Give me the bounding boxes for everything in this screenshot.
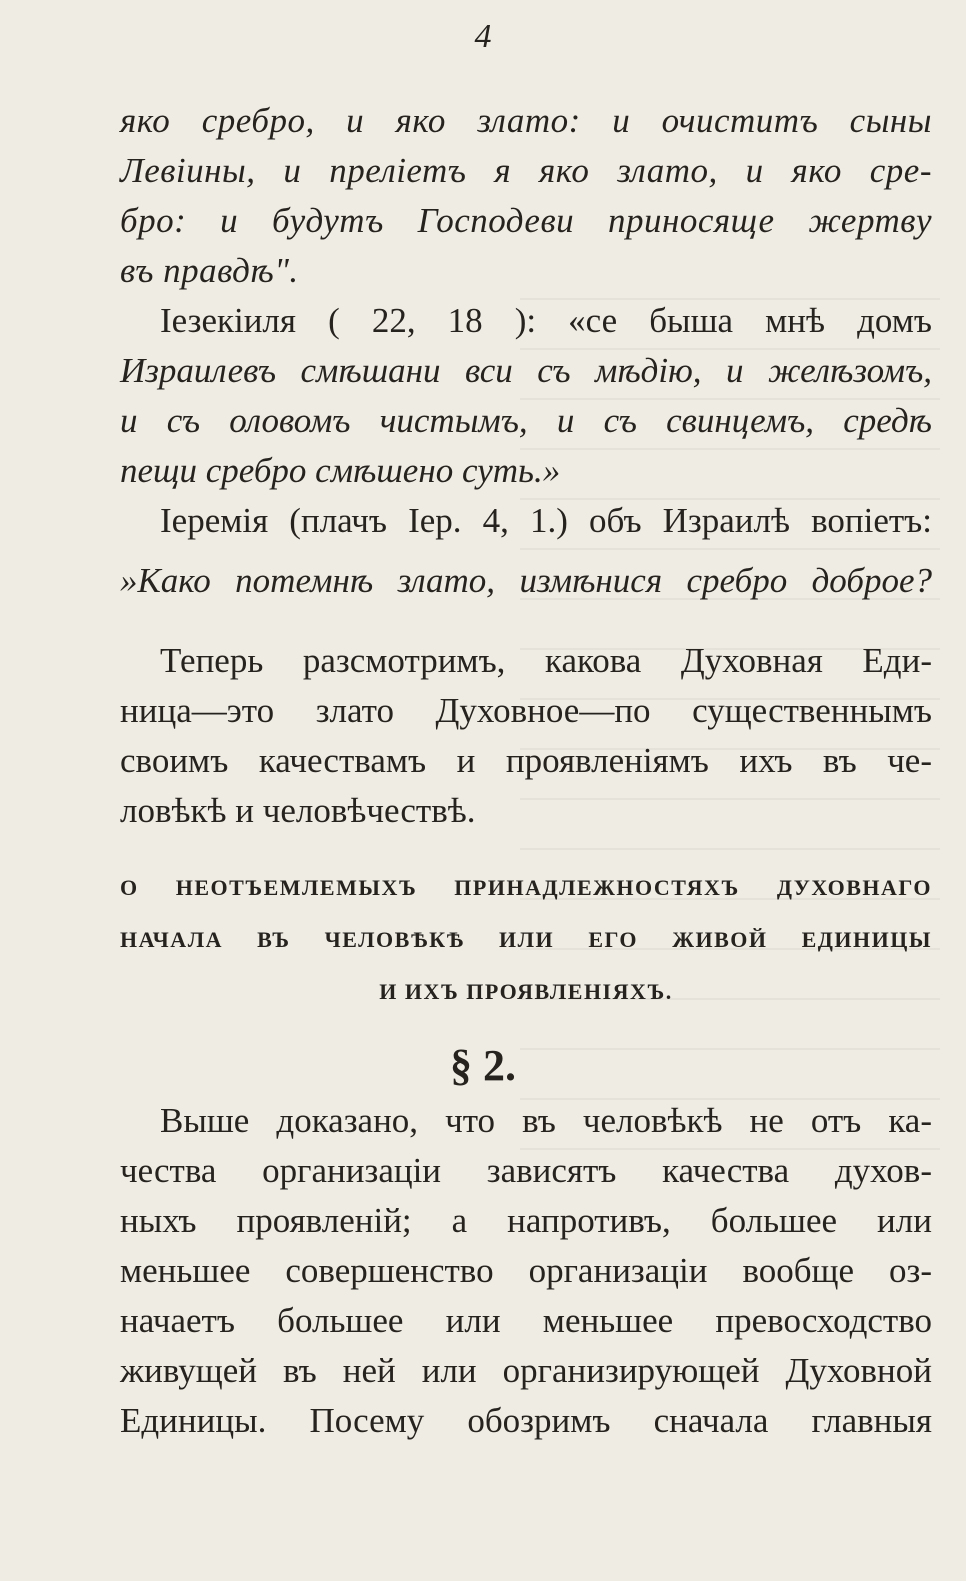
paragraph-organization: [120, 1096, 932, 1446]
text-line: »Како потемнѣ злато, измѣнися сребро доброе?: [120, 561, 932, 600]
text-line: въ правдѣ".: [120, 251, 299, 290]
chapter-heading: [120, 862, 932, 1018]
text-line: своимъ качествамъ и проявленіямъ ихъ въ че-: [120, 741, 932, 780]
text-line: Левіины, и преліетъ я яко злато, и яко сре-: [120, 151, 932, 190]
text-line: Іеремія (плачъ Іер. 4, 1.) объ Израилѣ вопіетъ:: [160, 501, 932, 540]
text-line: Теперь разсмотримъ, какова Духовная Еди-: [160, 641, 932, 680]
text-line: пещи сребро смѣшено суть.»: [120, 451, 561, 490]
page-number: 4: [474, 18, 492, 55]
text-line: Единицы. Посему обозримъ сначала главныя: [120, 1401, 932, 1440]
section-mark: § 2.: [450, 1041, 516, 1090]
text-line: Выше доказано, что въ человѣкѣ не отъ ка-: [160, 1101, 932, 1140]
text-line: чества организаціи зависятъ качества духов-: [120, 1151, 932, 1190]
paragraph-spiritual-unit: [120, 636, 932, 836]
text-line: ница—это злато Духовное—по существеннымъ: [120, 691, 932, 730]
text-line: и съ оловомъ чистымъ, и съ свинцемъ, средѣ: [120, 401, 932, 440]
heading-line: И ИХЪ ПРОЯВЛЕНІЯХЪ.: [379, 979, 673, 1004]
text-line: ловѣкѣ и человѣчествѣ.: [120, 791, 476, 830]
text-line: меньшее совершенство организаціи вообще оз-: [120, 1251, 932, 1290]
quote-jeremiah: [120, 496, 932, 606]
text-line: Іезекіиля ( 22, 18 ): «се быша мнѣ домъ: [160, 301, 932, 340]
heading-line: НАЧАЛА ВЪ ЧЕЛОВѢКѢ ИЛИ ЕГО ЖИВОЙ ЕДИНИЦЫ: [120, 927, 932, 952]
text-line: ныхъ проявленій; а напротивъ, большее или: [120, 1201, 932, 1240]
quote-malachi: [120, 96, 932, 296]
text-line: яко сребро, и яко злато: и очиститъ сыны: [120, 101, 932, 140]
quote-ezekiel: [120, 296, 932, 496]
text-line: бро: и будутъ Господеви приносяще жертву: [120, 201, 932, 240]
text-line: начаетъ большее или меньшее превосходство: [120, 1301, 932, 1340]
heading-line: О НЕОТЪЕМЛЕМЫХЪ ПРИНАДЛЕЖНОСТЯХЪ ДУХОВНАГО: [120, 875, 932, 900]
text-line: Израилевъ смѣшани вси съ мѣдію, и желѣзомъ,: [120, 351, 932, 390]
text-line: живущей въ ней или организирующей Духовной: [120, 1351, 932, 1390]
